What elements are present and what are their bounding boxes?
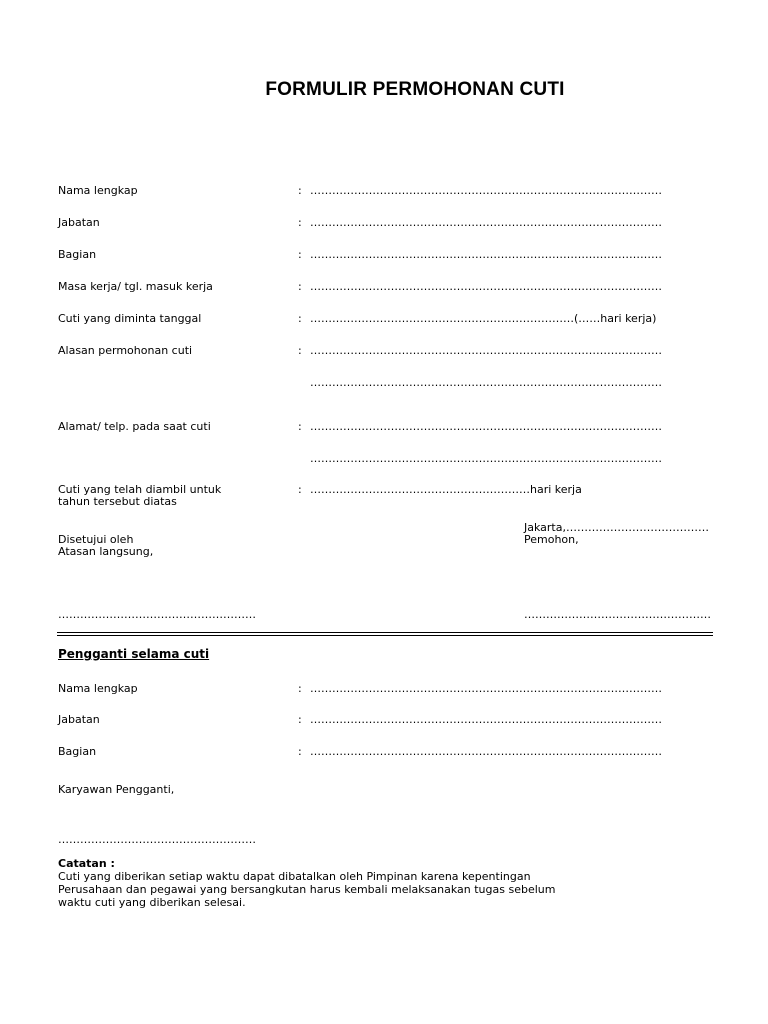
replacement-nama-label: Nama lengkap (58, 682, 138, 695)
nama-field[interactable]: …………………………………………………………………………………… (310, 184, 662, 197)
alamat-field-line-1[interactable]: …………………………………………………………………………………… (310, 420, 662, 433)
applicant-label: Pemohon, (524, 533, 579, 546)
separator: : (298, 280, 302, 293)
approver-signature-line[interactable]: ……………………………………………… (58, 608, 256, 621)
alasan-field-line-1[interactable]: …………………………………………………………………………………… (310, 344, 662, 357)
separator: : (298, 312, 302, 325)
cuti-tanggal-label: Cuti yang diminta tanggal (58, 312, 202, 325)
separator: : (298, 682, 302, 695)
alamat-label: Alamat/ telp. pada saat cuti (58, 420, 211, 433)
separator: : (298, 745, 302, 758)
separator: : (298, 713, 302, 726)
masa-kerja-field[interactable]: …………………………………………………………………………………… (310, 280, 662, 293)
approved-by-label: Disetujui oleh (58, 533, 134, 546)
jabatan-label: Jabatan (58, 216, 100, 229)
separator: : (298, 184, 302, 197)
separator: : (298, 216, 302, 229)
separator: : (298, 483, 302, 496)
alamat-field-line-2[interactable]: …………………………………………………………………………………… (310, 452, 662, 465)
bagian-field[interactable]: …………………………………………………………………………………… (310, 248, 662, 261)
cuti-tanggal-field[interactable]: ………………………………………………………………(……hari kerja) (310, 312, 657, 325)
replacement-signature-line[interactable]: ……………………………………………… (58, 833, 256, 846)
cuti-diambil-field[interactable]: ……………………………………………………hari kerja (310, 483, 582, 496)
form-title: FORMULIR PERMOHONAN CUTI (265, 79, 565, 100)
divider-line-bottom (57, 635, 713, 636)
note-heading: Catatan : (58, 857, 115, 870)
replacement-signer-label: Karyawan Pengganti, (58, 783, 175, 796)
nama-label: Nama lengkap (58, 184, 138, 197)
bagian-label: Bagian (58, 248, 97, 261)
jabatan-field[interactable]: …………………………………………………………………………………… (310, 216, 662, 229)
place-date-field[interactable]: Jakarta,………………………………… (524, 521, 709, 534)
replacement-section-title: Pengganti selama cuti (58, 647, 210, 661)
note-line-2: Perusahaan dan pegawai yang bersangkutan harus kembali melaksanakan tugas sebelum (58, 883, 556, 896)
cuti-diambil-label-line-2: tahun tersebut diatas (58, 495, 177, 508)
separator: : (298, 248, 302, 261)
replacement-bagian-label: Bagian (58, 745, 97, 758)
cuti-diambil-label-line-1: Cuti yang telah diambil untuk (58, 483, 222, 496)
alasan-field-line-2[interactable]: …………………………………………………………………………………… (310, 376, 662, 389)
replacement-bagian-field[interactable]: …………………………………………………………………………………… (310, 745, 662, 758)
replacement-nama-field[interactable]: …………………………………………………………………………………… (310, 682, 662, 695)
replacement-jabatan-label: Jabatan (58, 713, 100, 726)
separator: : (298, 344, 302, 357)
replacement-jabatan-field[interactable]: …………………………………………………………………………………… (310, 713, 662, 726)
note-line-1: Cuti yang diberikan setiap waktu dapat dibatalkan oleh Pimpinan karena kepentingan (58, 870, 531, 883)
applicant-signature-line[interactable]: …………………………………………… (524, 608, 711, 621)
alasan-label: Alasan permohonan cuti (58, 344, 193, 357)
separator: : (298, 420, 302, 433)
divider-line-top (57, 632, 713, 633)
approved-by-role-label: Atasan langsung, (58, 545, 154, 558)
note-line-3: waktu cuti yang diberikan selesai. (58, 896, 246, 909)
masa-kerja-label: Masa kerja/ tgl. masuk kerja (58, 280, 213, 293)
